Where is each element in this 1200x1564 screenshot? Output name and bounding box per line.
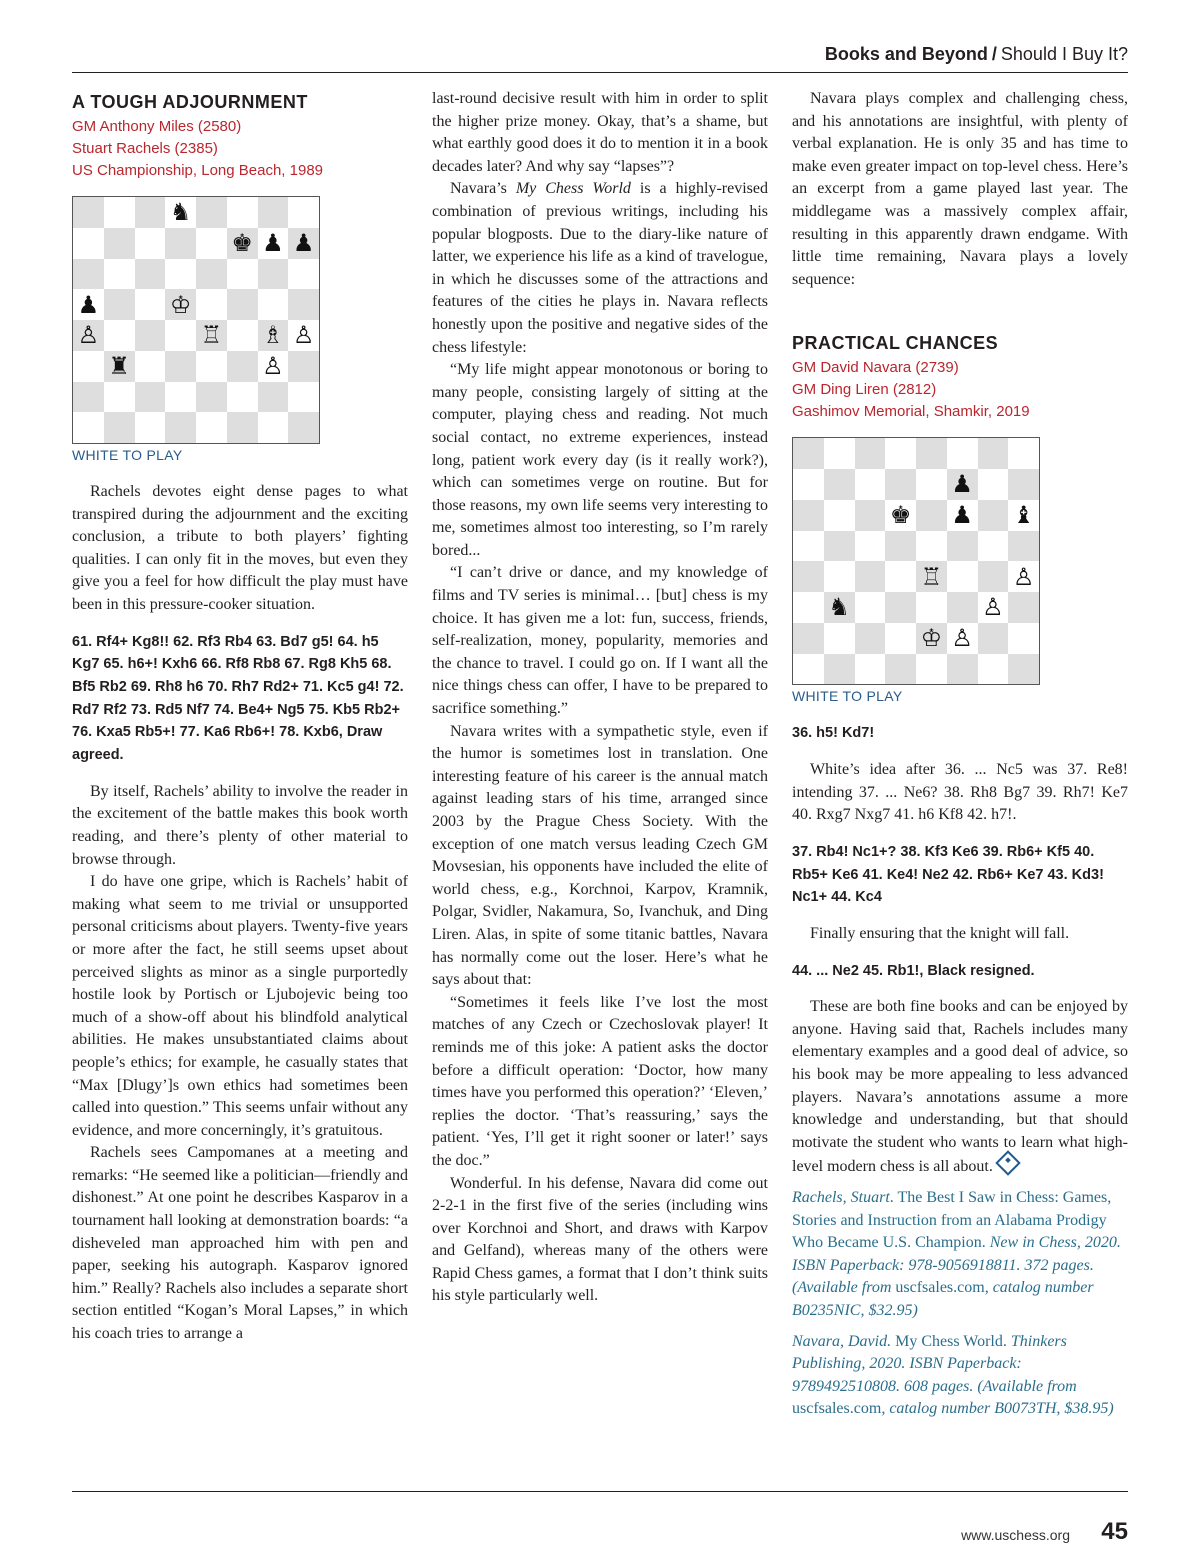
square-b7 [104, 228, 135, 259]
game2-moves: 44. ... Ne2 45. Rb1!, Black resigned. [792, 962, 1035, 979]
text: is a highly-revised combination of previous writings, including his popular blogposts. Due to the diary-like nature of latter, we experience his life as a kind of travelogue, in which he discusses some of the attractions and features of the cities he plays in. Navara reflects honestly upon the positive and negative sides of the chess lifestyle: [432, 180, 769, 356]
square-d2 [885, 623, 916, 654]
square-a2 [793, 623, 824, 654]
square-f6 [227, 259, 258, 290]
game2-title: PRACTICAL CHANCES [792, 333, 999, 354]
square-f7 [227, 228, 258, 259]
game1-white: GM Anthony Miles (2580) [72, 118, 242, 135]
game2-moves: 36. h5! Kd7! [792, 725, 875, 742]
game1-caption: WHITE TO PLAY [72, 447, 183, 463]
square-b1 [824, 654, 855, 685]
square-a1 [793, 654, 824, 685]
square-a5 [73, 289, 104, 320]
square-c1 [135, 412, 166, 443]
paragraph: White’s idea after 36. ... Nc5 was 37. Re8! intending 37. ... Ne6? 38. Rh8 Bg7 39. Rh7! Ke7 40. Rxg7 Nxg7 41. h6 Kf8 42. h7!. [792, 761, 1128, 824]
bib-site: uscfsales.com [792, 1400, 882, 1418]
square-a5 [793, 531, 824, 562]
square-g4 [258, 320, 289, 351]
bib-title: My Chess World. [891, 1332, 1007, 1350]
chess-piece-icon: ♚ [889, 501, 912, 530]
square-e1 [916, 654, 947, 685]
square-h1 [1008, 654, 1039, 685]
square-a3 [73, 351, 104, 382]
square-g5 [258, 289, 289, 320]
square-b6 [824, 500, 855, 531]
chess-piece-icon: ♙ [982, 593, 1004, 622]
chess-piece-icon: ♖ [920, 562, 943, 591]
square-c2 [135, 382, 166, 413]
square-c3 [135, 351, 166, 382]
paragraph [792, 996, 1128, 1179]
square-c8 [855, 438, 886, 469]
square-f3 [227, 351, 258, 382]
square-h2 [288, 382, 319, 413]
square-g5 [978, 531, 1009, 562]
text: Navara’s [450, 180, 516, 198]
bibliography-entry [792, 1187, 1128, 1323]
square-b7 [824, 469, 855, 500]
chess-piece-icon: ♔ [920, 624, 943, 653]
chess-piece-icon: ♙ [1012, 562, 1035, 591]
square-h6 [1008, 500, 1039, 531]
chess-piece-icon: ♚ [231, 229, 253, 258]
game2-caption: WHITE TO PLAY [792, 688, 903, 705]
square-d5 [885, 531, 916, 562]
square-f8 [227, 197, 258, 228]
paragraph [432, 178, 768, 359]
square-e6 [916, 500, 947, 531]
square-g8 [258, 197, 289, 228]
square-g7 [978, 469, 1009, 500]
book-title: My Chess World [515, 180, 631, 198]
square-e7 [196, 228, 227, 259]
square-d6 [885, 500, 916, 531]
square-e2 [196, 382, 227, 413]
chess-piece-icon: ♟ [77, 290, 100, 319]
running-header [825, 44, 1128, 65]
square-h5 [1008, 531, 1039, 562]
game2-event: Gashimov Memorial, Shamkir, 2019 [792, 403, 1030, 421]
square-f1 [227, 412, 258, 443]
square-e2 [916, 623, 947, 654]
square-c7 [135, 228, 166, 259]
square-c4 [135, 320, 166, 351]
square-b3 [824, 592, 855, 623]
square-c6 [855, 500, 886, 531]
square-e5 [916, 531, 947, 562]
chess-piece-icon: ♝ [1012, 501, 1035, 530]
square-c1 [855, 654, 886, 685]
end-mark-icon [995, 1151, 1020, 1176]
chess-piece-icon: ♙ [292, 321, 315, 350]
square-d3 [165, 351, 196, 382]
square-e4 [196, 320, 227, 351]
square-f8 [947, 438, 978, 469]
square-g3 [978, 592, 1009, 623]
page-number: 45 [1101, 1518, 1128, 1545]
square-e8 [916, 438, 947, 469]
paragraph: I do have one gripe, which is Rachels’ habit of making what seem to me trivial or unsupported personal criticisms about players. Twenty-five years or more after the fact, he still seems upset about perceived slights as minor as a single purportedly hostile look by Portisch or Ljubojevic being too much of a show-off about his blindfold analytical abilities. He makes unsubstantiated claims about people’s ethics; for example, he casually states that “Max [Dlugy’]s own ethics had sometimes been called into question.” This seems unfair without any evidence, and more concerningly, it’s gratuitous. [72, 873, 408, 1139]
square-g1 [978, 654, 1009, 685]
paragraph: Finally ensuring that the knight will fall. [810, 924, 1070, 942]
square-h3 [1008, 592, 1039, 623]
square-g7 [258, 228, 289, 259]
game2-moves: 37. Rb4! Nc1+? 38. Kf3 Ke6 39. Rb6+ Kf5 40. Rb5+ Ke6 41. Ke4! Ne2 42. Rb6+ Ke7 43. Kd3! Nc1+ 44. Kc4 [792, 843, 1104, 906]
chess-piece-icon: ♜ [108, 352, 130, 381]
square-h8 [1008, 438, 1039, 469]
square-f7 [947, 469, 978, 500]
bib-site: uscfsales.com [895, 1279, 985, 1297]
square-d5 [165, 289, 196, 320]
header-slash: / [991, 44, 997, 64]
square-g4 [978, 561, 1009, 592]
square-d7 [885, 469, 916, 500]
paragraph: last-round decisive result with him in order to split the higher prize money. Okay, that’s a shame, but what earthly good does it do to mention it in a book decades later? And why say “lapses”? [432, 90, 768, 175]
square-d7 [165, 228, 196, 259]
game2-white: GM David Navara (2739) [792, 359, 959, 377]
bib-author: Rachels, Stuart [792, 1188, 890, 1206]
square-b2 [104, 382, 135, 413]
subsection-name: Should I Buy It? [1000, 44, 1128, 64]
column-right [792, 88, 1128, 1421]
square-a7 [793, 469, 824, 500]
square-f3 [947, 592, 978, 623]
square-h6 [288, 259, 319, 290]
square-d3 [885, 592, 916, 623]
paragraph: By itself, Rachels’ ability to involve the reader in the excitement of the battle makes this book worth reading, and there’s plenty of other material to browse through. [72, 782, 408, 868]
square-g8 [978, 438, 1009, 469]
square-b5 [104, 289, 135, 320]
square-b8 [104, 197, 135, 228]
square-b5 [824, 531, 855, 562]
chess-piece-icon: ♟ [951, 470, 973, 499]
chess-piece-icon: ♟ [951, 501, 973, 530]
square-e7 [916, 469, 947, 500]
square-b6 [104, 259, 135, 290]
square-f2 [227, 382, 258, 413]
square-h1 [288, 412, 319, 443]
square-e1 [196, 412, 227, 443]
paragraph: Rachels sees Campomanes at a meeting and remarks: “He seemed like a politician—friendly and dishonest.” At one point he describes Kasparov in a tournament hall looking at demonstration boards: “a disheveled man approached him with pen and paper, seeking his autograph. Kasparov ignored him.” Really? Rachels also includes a separate short section entitled “Kogan’s Moral Lapses,” in which his coach tries to arrange a [72, 1144, 408, 1343]
game2-black: GM Ding Liren (2812) [792, 381, 937, 399]
paragraph: Rachels devotes eight dense pages to what transpired during the adjournment and the exciting conclusion, a tribute to both players’ fighting qualities. I can only fit in the moves, but even they give you a feel for how difficult the play must have been in this pressure-cooker situation. [72, 483, 408, 613]
square-c5 [135, 289, 166, 320]
game1-title: A TOUGH ADJOURNMENT [72, 92, 308, 112]
square-f5 [227, 289, 258, 320]
square-a6 [73, 259, 104, 290]
square-d6 [165, 259, 196, 290]
square-d1 [885, 654, 916, 685]
square-e6 [196, 259, 227, 290]
square-h4 [288, 320, 319, 351]
square-c4 [855, 561, 886, 592]
chess-piece-icon: ♟ [262, 229, 284, 258]
square-b1 [104, 412, 135, 443]
paragraph: Navara plays complex and challenging chess, and his annotations are insightful, with plenty of verbal explanation. He is only 35 and has time to make even greater impact on top-level chess. Here’s an excerpt from a game played last year. The middlegame was a massively complex affair, resulting in this apparently drawn endgame. With little time remaining, Navara plays a lovely sequence: [792, 90, 1128, 288]
square-a8 [793, 438, 824, 469]
square-a2 [73, 382, 104, 413]
square-f6 [947, 500, 978, 531]
square-f4 [227, 320, 258, 351]
square-h7 [288, 228, 319, 259]
square-f1 [947, 654, 978, 685]
square-a8 [73, 197, 104, 228]
square-d8 [165, 197, 196, 228]
square-b4 [104, 320, 135, 351]
quote: “Sometimes it feels like I’ve lost the most matches of any Czech or Czechoslovak player! It reminds me of this joke: A patient asks the doctor before a difficult operation: ‘Doctor, how many times have you performed this operation?’ ‘Eleven,’ replies the doctor. ‘That’s reassuring,’ says the patient. ‘Yes, I’ll get it right sooner or later!’ says the doc.” [432, 993, 768, 1169]
square-b3 [104, 351, 135, 382]
chess-piece-icon: ♙ [262, 352, 284, 381]
square-h2 [1008, 623, 1039, 654]
bibliography-entry [792, 1331, 1128, 1421]
paragraph: Navara writes with a sympathetic style, even if the humor is sometimes lost in translation. One interesting feature of his career is the annual match against leading stars of his time, arranged since 2003 by the Prague Chess Society. With the exception of one match versus leading Czech GM Movsesian, his opponents have included the elite of world chess, e.g., Korchnoi, Karpov, Kramnik, Polgar, Svidler, Nakamura, So, Ivanchuk, and Ding Liren. Alas, in spite of some titanic battles, Navara has normally come out the loser. Here’s what he says about that: [432, 722, 768, 989]
square-h4 [1008, 561, 1039, 592]
square-d8 [885, 438, 916, 469]
bib-catalog: , catalog number B0073TH, $38.95) [881, 1400, 1114, 1418]
square-b2 [824, 623, 855, 654]
square-c6 [135, 259, 166, 290]
game1-moves: 61. Rf4+ Kg8!! 62. Rf3 Rb4 63. Bd7 g5! 64. h5 Kg7 65. h6+! Kxh6 66. Rf8 Rb8 67. Rg8 Kh5 68. Bf5 Rb2 69. Rh8 h6 70. Rh7 Rd2+ 71. Kc5 g4! 72. Rd7 Rf2 73. Rd5 Nf7 74. Be4+ Ng5 75. Kb5 Rb2+ 76. Kxa5 Rb5+! 77. Ka6 Rb6+! 78. Kxb6, Draw agreed. [72, 633, 404, 764]
square-g1 [258, 412, 289, 443]
square-a1 [73, 412, 104, 443]
bib-author: Navara, David. [792, 1332, 892, 1350]
square-a4 [73, 320, 104, 351]
square-e8 [196, 197, 227, 228]
chess-diagram-2 [792, 437, 1040, 685]
square-g2 [978, 623, 1009, 654]
chess-diagram-1 [72, 196, 320, 444]
square-d4 [165, 320, 196, 351]
chess-piece-icon: ♗ [262, 321, 284, 350]
game1-black: Stuart Rachels (2385) [72, 140, 218, 157]
section-name: Books and Beyond [824, 44, 988, 64]
square-g3 [258, 351, 289, 382]
square-d2 [165, 382, 196, 413]
square-g2 [258, 382, 289, 413]
quote: “I can’t drive or dance, and my knowledge of films and TV series is minimal… [but] chess is my choice. It has given me a lot: fun, success, friends, self-realization, money, popularity, memories and the chance to travel. I could go on. If I want all the nice things chess can offer, I have to be prepared to sacrifice something.” [432, 564, 768, 718]
chess-piece-icon: ♟ [292, 229, 315, 258]
square-a4 [793, 561, 824, 592]
chess-piece-icon: ♖ [200, 321, 223, 350]
square-b8 [824, 438, 855, 469]
column-left [72, 88, 408, 1346]
footer-rule [72, 1491, 1128, 1492]
square-h8 [288, 197, 319, 228]
chess-piece-icon: ♙ [951, 624, 973, 653]
bib-title: . The Best I Saw in Chess: Games, Stories and Instruction from an Alabama Prodigy Who Became U.S. Champion. [792, 1188, 1112, 1252]
square-d1 [165, 412, 196, 443]
square-f2 [947, 623, 978, 654]
chess-piece-icon: ♞ [828, 593, 850, 622]
square-c3 [855, 592, 886, 623]
square-g6 [258, 259, 289, 290]
bib-catalog: , catalog number B0235NIC, $32.95) [792, 1279, 1094, 1319]
square-e3 [196, 351, 227, 382]
square-g6 [978, 500, 1009, 531]
square-a6 [793, 500, 824, 531]
square-e3 [916, 592, 947, 623]
square-c5 [855, 531, 886, 562]
bib-publisher: Thinkers Publishing, 2020. ISBN Paperback: 9789492510808. 608 pages. (Available from [792, 1332, 1077, 1395]
square-c2 [855, 623, 886, 654]
square-c7 [855, 469, 886, 500]
square-a7 [73, 228, 104, 259]
chess-piece-icon: ♞ [169, 198, 192, 227]
chess-piece-icon: ♔ [169, 290, 192, 319]
square-c8 [135, 197, 166, 228]
square-d4 [885, 561, 916, 592]
column-middle [432, 88, 768, 1308]
game1-event: US Championship, Long Beach, 1989 [72, 162, 324, 179]
square-a3 [793, 592, 824, 623]
square-h5 [288, 289, 319, 320]
square-e5 [196, 289, 227, 320]
paragraph: Wonderful. In his defense, Navara did come out 2-2-1 in the first five of the series (including wins over Korchnoi and Short, and draws with Karpov and Gelfand), whereas many of the others were Rapid Chess games, a format that I don’t think suits his style particularly well. [432, 1174, 768, 1305]
square-b4 [824, 561, 855, 592]
footer-url: www.uschess.org [961, 1527, 1070, 1543]
bib-publisher: New in Chess, 2020. ISBN Paperback: 978-9056918811. 372 pages. (Available from [792, 1234, 1121, 1297]
square-f5 [947, 531, 978, 562]
square-e4 [916, 561, 947, 592]
square-h3 [288, 351, 319, 382]
square-f4 [947, 561, 978, 592]
square-h7 [1008, 469, 1039, 500]
chess-piece-icon: ♙ [77, 321, 100, 350]
text: These are both fine books and can be enjoyed by anyone. Having said that, Rachels includes many elementary examples and a good deal of advice, so his book may be more appealing to less advanced players. Navara’s annotations assume a more knowledge and understanding, but that should motivate the student who wants to learn what high-level modern chess is all about. [792, 998, 1128, 1176]
quote: “My life might appear monotonous or boring to many people, consisting largely of sitting at the computer, playing chess and reading. Not much social contact, no extreme experiences, instead long, patient work every day (is it really work?), which can sometimes verge on routine. But for those reasons, my own life seems very interesting to me, sometimes almost too interesting, so I’m rarely bored... [432, 361, 768, 559]
header-rule [72, 72, 1128, 73]
